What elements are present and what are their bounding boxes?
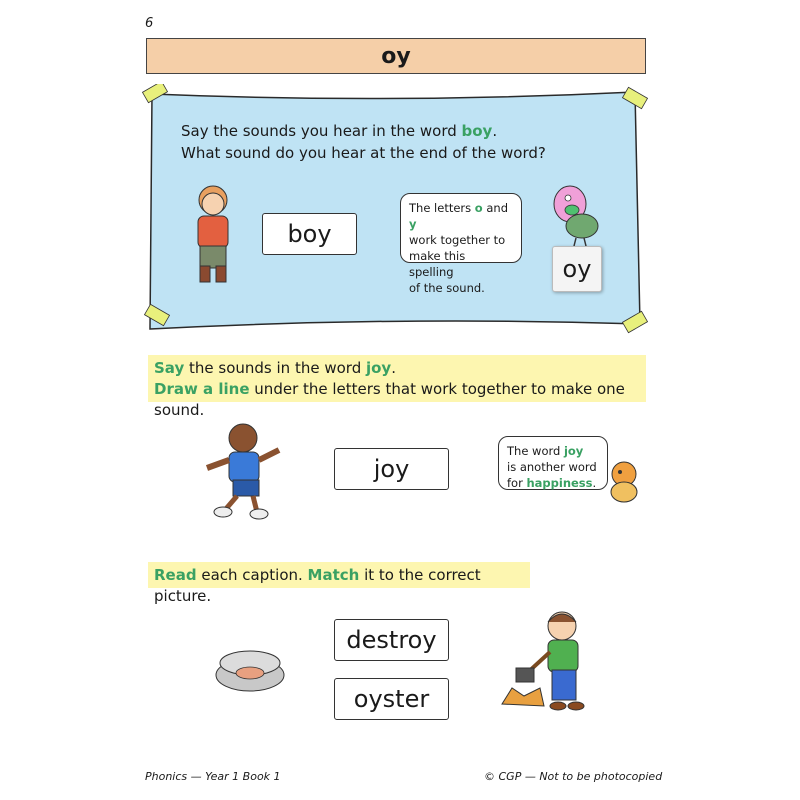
task1-instructions: Say the sounds in the word joy. Draw a line under the letters that work together to make one sound. xyxy=(148,355,646,402)
word-box-boy: boy xyxy=(262,213,357,255)
caption-box-oyster[interactable]: oyster xyxy=(334,678,449,720)
speech-bubble-letters: The letters o and y work together to make this spelling of the sound. xyxy=(400,193,522,263)
bird-icon xyxy=(548,180,608,248)
orange-bird-icon xyxy=(606,458,642,504)
task2-instructions: Read each caption. Match it to the correct picture. xyxy=(148,562,530,588)
caption-box-destroy[interactable]: destroy xyxy=(334,619,449,661)
spelling-card-oy: oy xyxy=(552,246,602,292)
word-box-joy[interactable]: joy xyxy=(334,448,449,490)
boy-hammer-illustration xyxy=(500,608,610,718)
page-title: oy xyxy=(146,38,646,74)
jumping-boy-illustration xyxy=(203,420,283,520)
intro-instructions: Say the sounds you hear in the word boy. What sound do you hear at the end of the word? xyxy=(181,122,546,162)
page-number: 6 xyxy=(145,16,154,31)
footer-right: © CGP — Not to be photocopied xyxy=(484,770,663,783)
speech-bubble-joy: The word joy is another word for happiness. xyxy=(498,436,608,490)
oyster-illustration xyxy=(212,645,288,695)
boy-illustration xyxy=(188,180,238,288)
footer-left: Phonics — Year 1 Book 1 xyxy=(145,770,281,783)
